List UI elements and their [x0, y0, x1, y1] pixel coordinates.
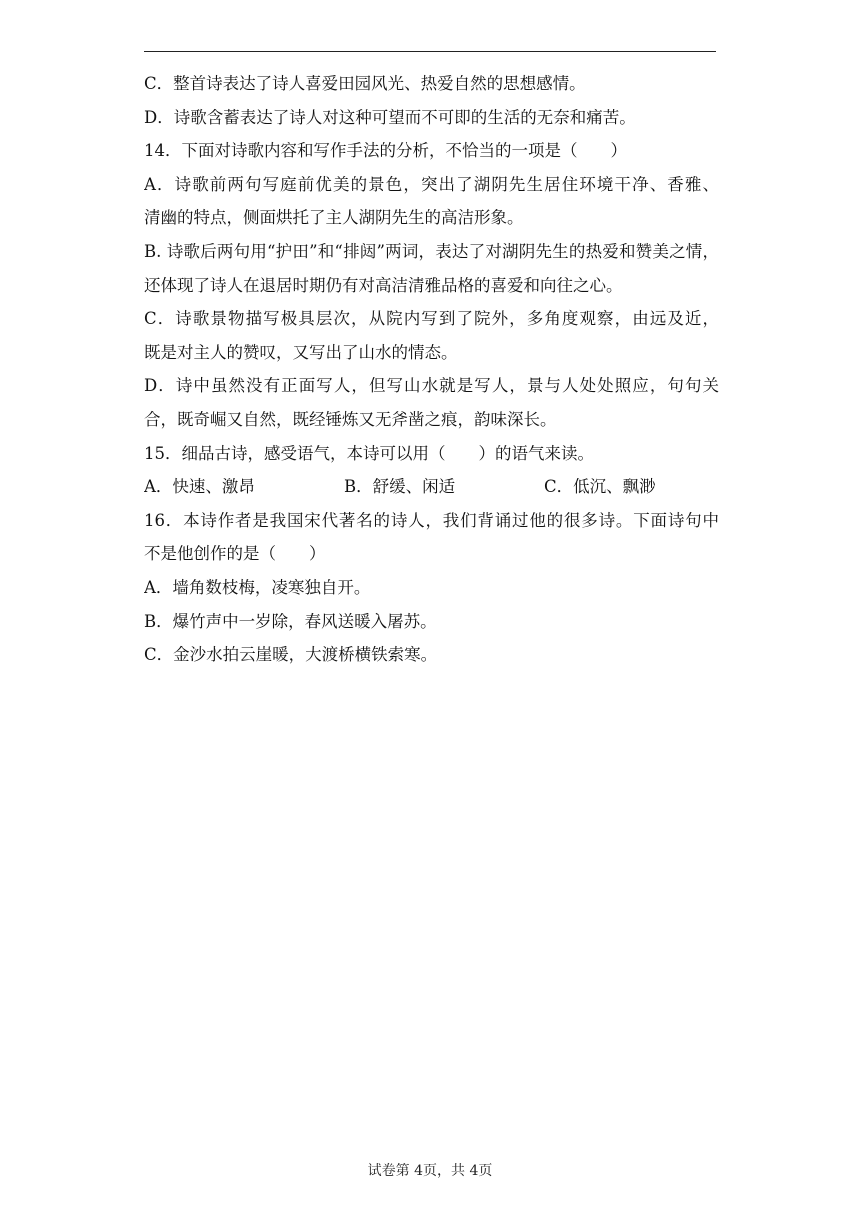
q13-option-c: C．整首诗表达了诗人喜爱田园风光、热爱自然的思想感情。 [144, 74, 586, 93]
q14-option-c-line-1: C．诗歌景物描写极具层次，从院内写到了院外，多角度观察，由远及近， [144, 309, 719, 329]
question-14-stem: 14．下面对诗歌内容和写作手法的分析，不恰当的一项是（ ） [144, 141, 627, 161]
q14-option-a-line-1: A．诗歌前两句写庭前优美的景色，突出了湖阴先生居住环境干净、香雅、 [144, 174, 719, 194]
q15-option-a: A．快速、激昂 [144, 477, 255, 497]
q14-option-d-line-1: D．诗中虽然没有正面写人，但写山水就是写人，景与人处处照应，句句关 [144, 376, 719, 396]
q16-option-c: C．金沙水拍云崖暖，大渡桥横铁索寒。 [144, 645, 438, 665]
q14-option-b-line-2: 还体现了诗人在退居时期仍有对高洁清雅品格的喜爱和向往之心。 [144, 275, 623, 295]
q13-option-d: D．诗歌含蓄表达了诗人对这种可望而不可即的生活的无奈和痛苦。 [144, 107, 636, 127]
question-15-stem: 15．细品古诗，感受语气，本诗可以用（ ）的语气来读。 [144, 443, 594, 463]
page-footer: 试卷第 4页，共 4页 [367, 1163, 493, 1179]
q16-option-b: B．爆竹声中一岁除，春风送暖入屠苏。 [144, 611, 437, 631]
q15-option-c: C．低沉、飘渺 [544, 477, 656, 497]
q16-option-a: A．墙角数枝梅，凌寒独自开。 [144, 577, 371, 597]
q15-choices-row [144, 470, 719, 504]
q14-option-a-line-2: 清幽的特点，侧面烘托了主人湖阴先生的高洁形象。 [144, 208, 524, 228]
question-16-stem-line-1: 16．本诗作者是我国宋代著名的诗人，我们背诵过他的很多诗。下面诗句中 [144, 510, 719, 530]
q14-option-b-line-1: B. 诗歌后两句用“护田”和“排闼”两词，表达了对湖阴先生的热爱和赞美之情， [144, 241, 719, 261]
q14-option-c-line-2: 既是对主人的赞叹，又写出了山水的情态。 [144, 342, 458, 362]
question-16-stem-line-2: 不是他创作的是（ ） [144, 544, 326, 564]
q14-option-d-line-2: 合，既奇崛又自然，既经锤炼又无斧凿之痕，韵味深长。 [144, 409, 557, 429]
header-rule [144, 51, 716, 52]
document-body [144, 67, 719, 672]
q15-option-b: B．舒缓、闲适 [344, 477, 456, 497]
